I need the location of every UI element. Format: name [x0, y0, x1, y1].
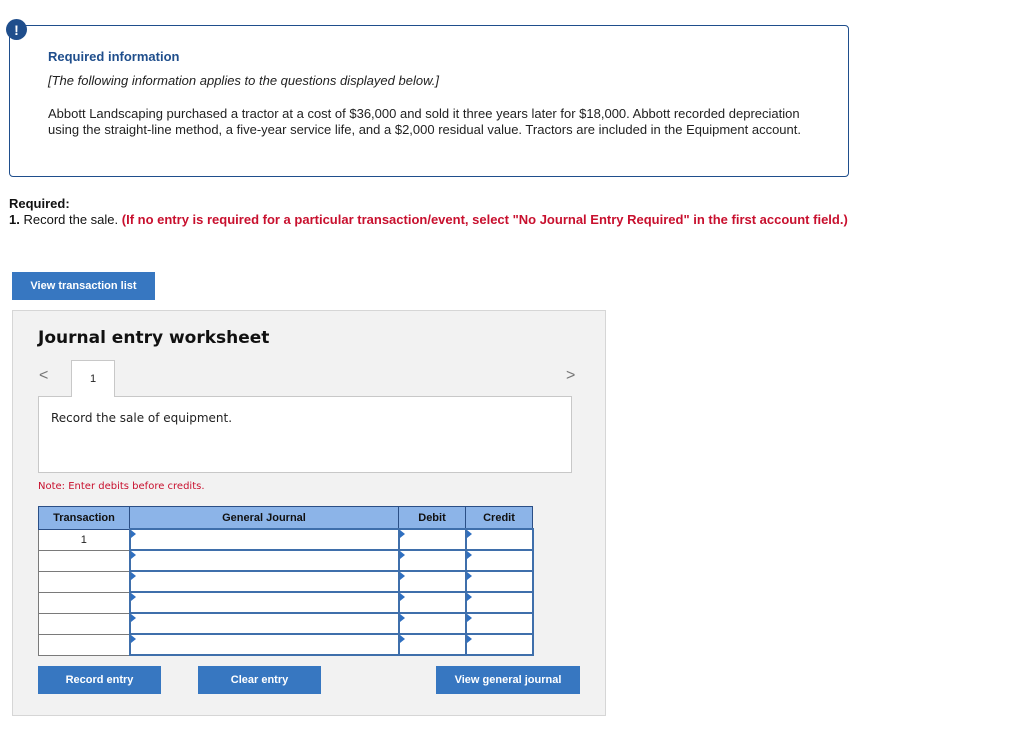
dropdown-arrow-icon [467, 572, 472, 580]
dropdown-arrow-icon [467, 551, 472, 559]
entry-description: Record the sale of equipment. [51, 411, 233, 425]
chevron-right-icon[interactable]: > [566, 367, 576, 384]
dropdown-arrow-icon [467, 614, 472, 622]
transaction-cell [39, 571, 130, 592]
table-row [39, 550, 533, 571]
column-header-credit: Credit [466, 507, 533, 530]
info-subtitle: [The following information applies to the questions displayed below.] [48, 73, 439, 88]
debit-input[interactable] [399, 571, 466, 592]
required-task: Record the sale. [23, 212, 119, 227]
debit-input[interactable] [399, 592, 466, 613]
dropdown-arrow-icon [131, 593, 136, 601]
dropdown-arrow-icon [467, 593, 472, 601]
journal-entry-worksheet [12, 310, 606, 716]
dropdown-arrow-icon [131, 614, 136, 622]
table-row [39, 592, 533, 613]
required-number: 1. [9, 212, 20, 227]
required-note: (If no entry is required for a particular transaction/event, select "No Journal Entry Required" in the first account field.) [121, 212, 848, 227]
credit-input[interactable] [466, 571, 533, 592]
transaction-cell [39, 592, 130, 613]
account-select[interactable] [130, 529, 399, 550]
dropdown-arrow-icon [467, 530, 472, 538]
table-row [39, 529, 533, 550]
dropdown-arrow-icon [400, 572, 405, 580]
credit-input[interactable] [466, 592, 533, 613]
credit-input[interactable] [466, 613, 533, 634]
debit-input[interactable] [399, 529, 466, 550]
entry-description-panel [38, 396, 572, 473]
dropdown-arrow-icon [400, 614, 405, 622]
account-select[interactable] [130, 592, 399, 613]
debit-input[interactable] [399, 634, 466, 655]
dropdown-arrow-icon [131, 572, 136, 580]
debit-input[interactable] [399, 550, 466, 571]
credit-input[interactable] [466, 634, 533, 655]
table-row [39, 634, 533, 655]
clear-entry-button[interactable]: Clear entry [198, 666, 321, 694]
record-entry-button[interactable]: Record entry [38, 666, 161, 694]
account-select[interactable] [130, 571, 399, 592]
required-label: Required: [9, 196, 70, 211]
transaction-cell: 1 [39, 529, 130, 550]
debit-input[interactable] [399, 613, 466, 634]
dropdown-arrow-icon [467, 635, 472, 643]
journal-table [38, 506, 534, 656]
worksheet-title: Journal entry worksheet [38, 328, 270, 348]
table-row [39, 613, 533, 634]
account-select[interactable] [130, 613, 399, 634]
info-body: Abbott Landscaping purchased a tractor at a cost of $36,000 and sold it three years later for $18,000. Abbott recorded depreciation using the straight-line method, a five-year service life, and a $2,000 residual value. Tractors are included in the Equipment account. [48, 106, 801, 137]
view-transaction-list-button[interactable]: View transaction list [12, 272, 155, 300]
alert-icon: ! [6, 19, 27, 40]
required-information-panel [9, 25, 849, 177]
transaction-cell [39, 634, 130, 655]
transaction-cell [39, 613, 130, 634]
dropdown-arrow-icon [131, 635, 136, 643]
dropdown-arrow-icon [400, 635, 405, 643]
dropdown-arrow-icon [400, 551, 405, 559]
credit-input[interactable] [466, 529, 533, 550]
dropdown-arrow-icon [131, 530, 136, 538]
account-select[interactable] [130, 550, 399, 571]
required-instructions [9, 212, 849, 228]
tab-entry-1[interactable]: 1 [71, 360, 115, 397]
table-row [39, 571, 533, 592]
column-header-transaction: Transaction [39, 507, 130, 530]
view-general-journal-button[interactable]: View general journal [436, 666, 580, 694]
column-header-general-journal: General Journal [130, 507, 399, 530]
dropdown-arrow-icon [400, 593, 405, 601]
transaction-cell [39, 550, 130, 571]
dropdown-arrow-icon [131, 551, 136, 559]
dropdown-arrow-icon [400, 530, 405, 538]
chevron-left-icon[interactable]: < [39, 367, 49, 384]
credit-input[interactable] [466, 550, 533, 571]
account-select[interactable] [130, 634, 399, 655]
info-title: Required information [48, 49, 180, 64]
debits-credits-note: Note: Enter debits before credits. [38, 481, 205, 492]
column-header-debit: Debit [399, 507, 466, 530]
